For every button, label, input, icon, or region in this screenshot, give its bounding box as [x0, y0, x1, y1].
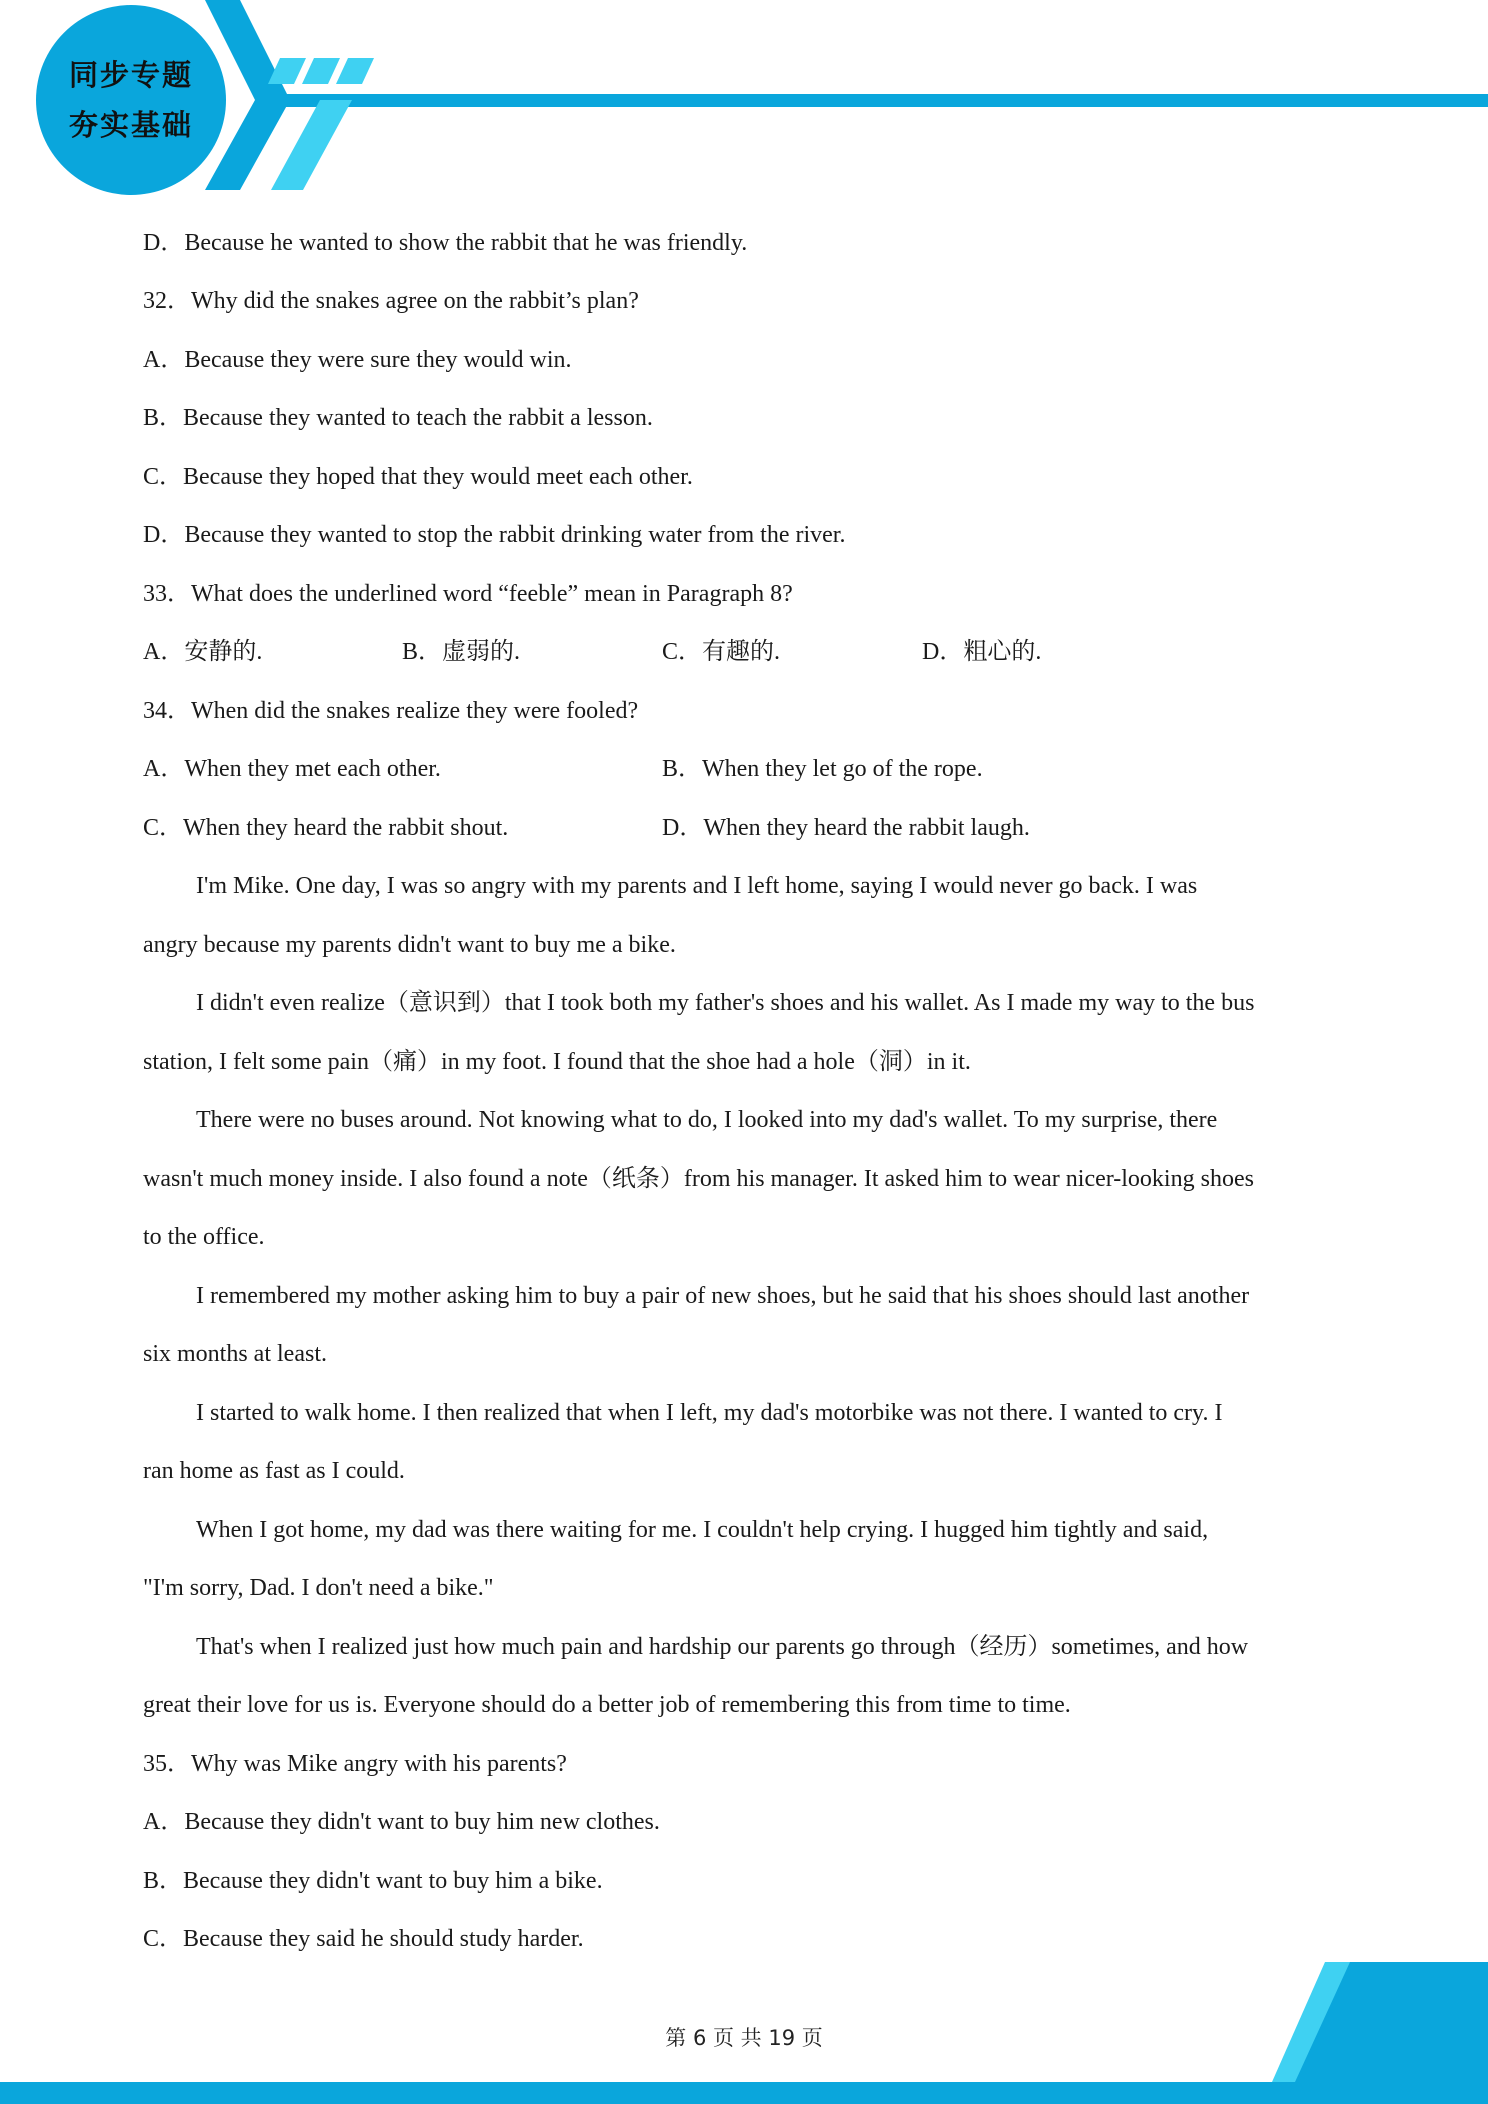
q34-option-d: D．When they heard the rabbit laugh.	[662, 815, 1030, 841]
q34-option-b: B．When they let go of the rope.	[662, 756, 983, 782]
question-33: 33．What does the underlined word “feeble” mean in Paragraph 8?	[143, 581, 793, 607]
chevron-light	[271, 100, 352, 190]
passage-p1-line2: angry because my parents didn't want to buy me a bike.	[143, 932, 676, 958]
q35-option-a: A．Because they didn't want to buy him new clothes.	[143, 1809, 660, 1835]
q35-option-b: B．Because they didn't want to buy him a bike.	[143, 1868, 603, 1894]
header-stripe	[255, 94, 1488, 107]
question-32: 32．Why did the snakes agree on the rabbit’s plan?	[143, 288, 639, 314]
question-35: 35．Why was Mike angry with his parents?	[143, 1751, 567, 1777]
q33-option-c: C．有趣的.	[662, 639, 781, 665]
passage-p4-line2: six months at least.	[143, 1341, 327, 1367]
page-number: 第 6 页 共 19 页	[665, 2026, 823, 2050]
passage-p3-line3: to the office.	[143, 1224, 265, 1250]
badge-line-2: 夯实基础	[68, 108, 193, 142]
q35-option-c: C．Because they said he should study harder.	[143, 1926, 584, 1952]
q33-option-b: B．虚弱的.	[402, 639, 521, 665]
passage-p2-line1: I didn't even realize（意识到）that I took both my father's shoes and his wallet. As I made my way to the bus	[196, 990, 1255, 1016]
passage-p3-line1: There were no buses around. Not knowing what to do, I looked into my dad's wallet. To my surprise, there	[196, 1107, 1218, 1133]
footer-stripe	[0, 2082, 1488, 2104]
passage-p6-line1: When I got home, my dad was there waiting for me. I couldn't help crying. I hugged him tightly and said,	[196, 1517, 1209, 1543]
q31-option-d: D．Because he wanted to show the rabbit that he was friendly.	[143, 230, 748, 256]
passage-p3-line2: wasn't much money inside. I also found a note（纸条）from his manager. It asked him to wear nicer-looking shoes	[143, 1166, 1254, 1192]
passage-p1-line1: I'm Mike. One day, I was so angry with my parents and I left home, saying I would never go back. I was	[196, 873, 1198, 899]
passage-p4-line1: I remembered my mother asking him to buy a pair of new shoes, but he said that his shoes should last another	[196, 1283, 1250, 1309]
passage-p6-line2: "I'm sorry, Dad. I don't need a bike."	[143, 1575, 494, 1601]
q34-option-a: A．When they met each other.	[143, 756, 441, 782]
passage-p7-line1: That's when I realized just how much pain and hardship our parents go through（经历）sometimes, and how	[196, 1634, 1249, 1660]
dash-2	[302, 58, 340, 84]
q33-option-d: D．粗心的.	[922, 639, 1042, 665]
q32-option-d: D．Because they wanted to stop the rabbit drinking water from the river.	[143, 522, 846, 548]
dash-3	[336, 58, 374, 84]
q34-option-c: C．When they heard the rabbit shout.	[143, 815, 509, 841]
passage-p7-line2: great their love for us is. Everyone should do a better job of remembering this from time to time.	[143, 1692, 1071, 1718]
question-34: 34．When did the snakes realize they were fooled?	[143, 698, 639, 724]
q32-option-a: A．Because they were sure they would win.	[143, 347, 572, 373]
q32-option-b: B．Because they wanted to teach the rabbit a lesson.	[143, 405, 653, 431]
header-badge	[36, 5, 226, 195]
q32-option-c: C．Because they hoped that they would meet each other.	[143, 464, 693, 490]
q33-option-a: A．安静的.	[143, 639, 263, 665]
passage-p2-line2: station, I felt some pain（痛）in my foot. I found that the shoe had a hole（洞）in it.	[143, 1049, 971, 1075]
badge-line-1: 同步专题	[68, 58, 193, 92]
passage-p5-line2: ran home as fast as I could.	[143, 1458, 405, 1484]
passage-p5-line1: I started to walk home. I then realized that when I left, my dad's motorbike was not there. I wanted to cry. I	[196, 1400, 1223, 1426]
